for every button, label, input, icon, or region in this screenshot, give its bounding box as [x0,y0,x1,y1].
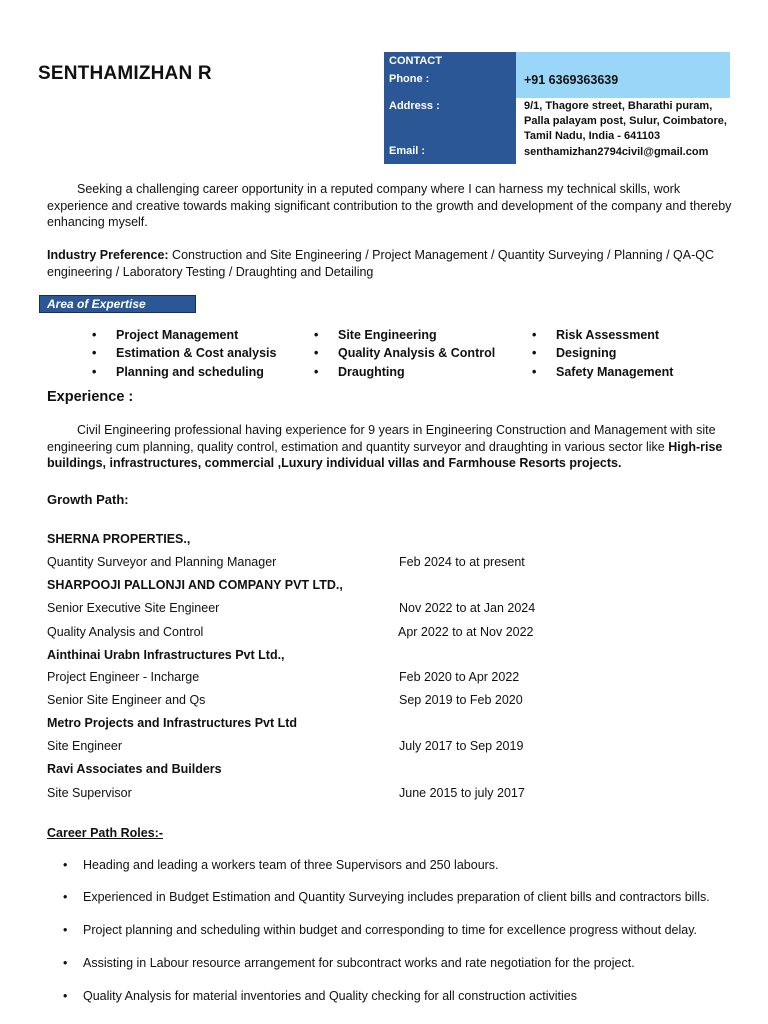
job-dates: June 2015 to july 2017 [399,786,525,800]
address-line-2: Palla palayam post, Sulur, Coimbatore, [524,115,727,127]
career-role-item: • Assisting in Labour resource arrangement for subcontract works and rate negotiation for the project. [83,956,635,970]
growth-path-heading: Growth Path: [47,492,129,507]
job-dates: Feb 2024 to at present [399,555,525,569]
job-row [47,739,747,753]
career-path-heading: Career Path Roles:- [47,826,164,840]
job-title: Senior Site Engineer and Qs [47,693,206,707]
skill-item: • Site Engineering [338,328,437,342]
company-name: Ainthinai Urabn Infrastructures Pvt Ltd., [47,648,285,662]
company-name: Metro Projects and Infrastructures Pvt Ltd [47,716,298,730]
company-name: Ravi Associates and Builders [47,762,222,776]
career-role-item: • Quality Analysis for material inventories and Quality checking for all construction activities [83,989,577,1003]
skill-item: • Safety Management [556,365,673,379]
job-title: Project Engineer - Incharge [47,670,200,684]
job-dates: Sep 2019 to Feb 2020 [399,693,523,707]
phone-label: Phone : [389,73,430,85]
phone-value[interactable]: +91 6369363639 [524,73,619,87]
industry-label: Industry Preference: [47,248,169,262]
address-line-1: 9/1, Thagore street, Bharathi puram, [524,100,713,112]
job-row [47,601,747,615]
experience-summary [47,422,737,472]
skill-item: • Quality Analysis & Control [338,346,495,360]
contact-header: CONTACT [389,55,442,67]
address-line-3: Tamil Nadu, India - 641103 [524,130,661,142]
career-role-item: • Experienced in Budget Estimation and Quantity Surveying includes preparation of client bills and contractors bills. [83,890,710,904]
job-title: Site Supervisor [47,786,132,800]
company-name: SHARPOOJI PALLONJI AND COMPANY PVT LTD., [47,578,343,592]
skill-item: • Planning and scheduling [116,365,264,379]
job-row [47,555,747,569]
experience-heading: Experience : [47,389,134,405]
industry-value: Construction and Site Engineering / Project Management / Quantity Surveying / Planning / QA-QC engineering / Laboratory Testing / Draughting and Detailing [47,248,715,279]
job-row [47,693,747,707]
job-dates: Feb 2020 to Apr 2022 [399,670,520,684]
expertise-title: Area of Expertise [39,295,196,313]
job-row [47,670,747,684]
job-title: Site Engineer [47,739,123,753]
candidate-name: SENTHAMIZHAN R [38,63,212,84]
skill-item: • Draughting [338,365,405,379]
skill-item: • Risk Assessment [556,328,659,342]
career-role-item: • Project planning and scheduling within budget and corresponding to time for excellence progress without delay. [83,923,697,937]
email-value[interactable]: senthamizhan2794civil@gmail.com [524,146,709,158]
skill-item: • Estimation & Cost analysis [116,346,276,360]
industry-preference [47,247,737,280]
job-row [47,786,747,800]
company-name: SHERNA PROPERTIES., [47,532,191,546]
job-dates: July 2017 to Sep 2019 [399,739,524,753]
job-dates: Apr 2022 to at Nov 2022 [398,625,534,639]
skill-item: • Project Management [116,328,238,342]
experience-summary-text: Civil Engineering professional having experience for 9 years in Engineering Construction and Management with site engineering cum planning, quality control, estimation and quantity surveyor and draughting in various sector like [47,423,716,454]
job-title: Quality Analysis and Control [47,625,204,639]
skill-item: • Designing [556,346,616,360]
job-dates: Nov 2022 to at Jan 2024 [399,601,536,615]
address-label: Address : [389,100,440,112]
job-title: Senior Executive Site Engineer [47,601,220,615]
job-title: Quantity Surveyor and Planning Manager [47,555,277,569]
experience-summary-sectors: High-rise buildings, infrastructures, commercial ,Luxury individual villas and Farmhouse Resorts projects. [47,439,723,470]
objective-paragraph: Seeking a challenging career opportunity in a reputed company where I can harness my technical skills, work experience and creative towards making significant contribution to the growth and development of the company and thereby enhancing myself. [47,182,732,229]
career-role-item: • Heading and leading a workers team of three Supervisors and 250 labours. [83,858,499,872]
email-label: Email : [389,145,426,157]
job-row [47,625,747,639]
